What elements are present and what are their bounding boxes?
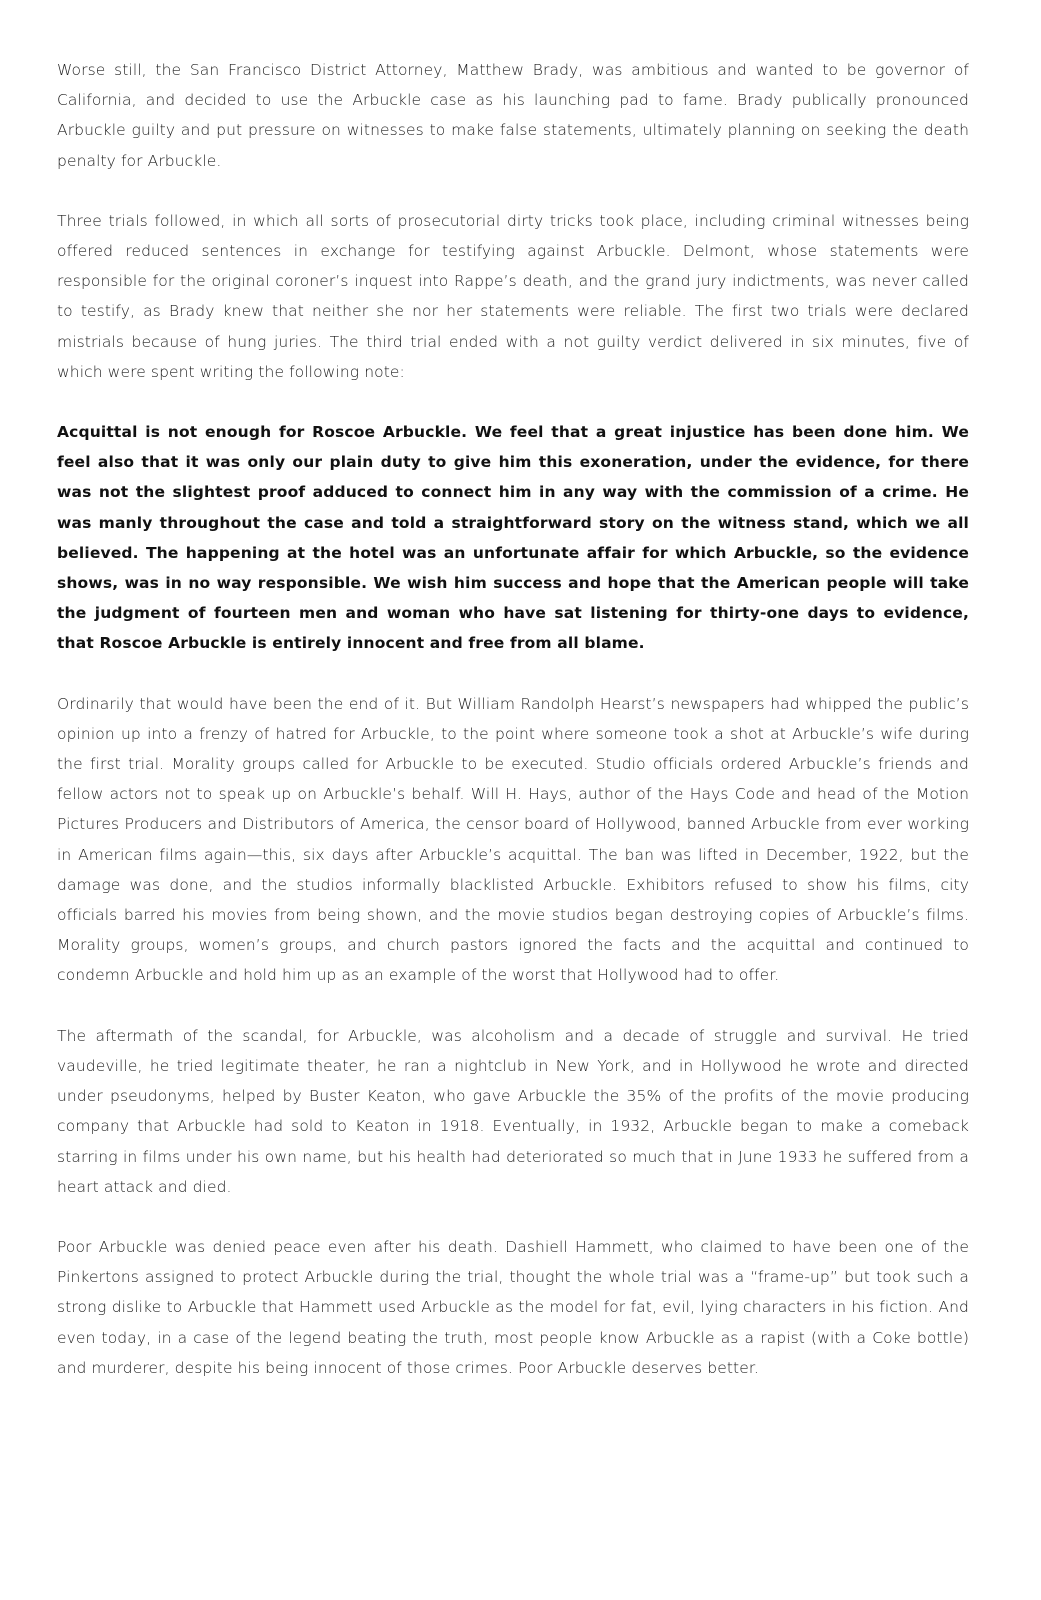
paragraph-decade-of-struggle: The aftermath of the scandal, for Arbuckle, was alcoholism and a decade of struggle and survival. He tried vaudeville, he tried legitimate theater, he ran a nightclub in New York, and in Hollywood he wrote and directed under pseudonyms, helped by Buster Keaton, who gave Arbuckle the 35% of the profits of the movie producing company that Arbuckle had sold to Keaton in 1918. Eventually, in 1932, Arbuckle began to make a comeback starring in films under his own name, but his health had deteriorated so much that in June 1933 he suffered from a heart attack and died. bbox=[57, 1026, 969, 1196]
paragraph-denied-peace: Poor Arbuckle was denied peace even after his death. Dashiell Hammett, who claimed to have been one of the Pinkertons assigned to protect Arbuckle during the trial, thought the whole trial was a “frame-up” but took such a strong dislike to Arbuckle that Hammett used Arbuckle as the model for fat, evil, lying characters in his fiction. And even today, in a case of the legend beating the truth, most people know Arbuckle as a rapist (with a Coke bottle) and murderer, despite his being innocent of those crimes. Poor Arbuckle deserves better. bbox=[57, 1237, 969, 1377]
document-body bbox=[57, 55, 969, 1413]
jury-acquittal-note-quote: Acquittal is not enough for Roscoe Arbuckle. We feel that a great injustice has been done him. We feel also that it was only our plain duty to give him this exoneration, under the evidence, for there was not the slightest proof adduced to connect him in any way with the commission of a crime. He was manly throughout the case and told a straightforward story on the witness stand, which we all believed. The happening at the hotel was an unfortunate affair for which Arbuckle, so the evidence shows, was in no way responsible. We wish him success and hope that the American people will take the judgment of fourteen men and woman who have sat listening for thirty-one days to evidence, that Roscoe Arbuckle is entirely innocent and free from all blame. bbox=[57, 423, 969, 653]
paragraph-hearst-aftermath: Ordinarily that would have been the end of it. But William Randolph Hearst’s newspapers had whipped the public’s opinion up into a frenzy of hatred for Arbuckle, to the point where someone took a shot at Arbuckle’s wife during the first trial. Morality groups called for Arbuckle to be executed. Studio officials ordered Arbuckle’s friends and fellow actors not to speak up on Arbuckle’s behalf. Will H. Hays, author of the Hays Code and head of the Motion Pictures Producers and Distributors of America, the censor board of Hollywood, banned Arbuckle from ever working in American films again—this, six days after Arbuckle’s acquittal. The ban was lifted in December, 1922, but the damage was done, and the studios informally blacklisted Arbuckle. Exhibitors refused to show his films, city officials barred his movies from being shown, and the movie studios began destroying copies of Arbuckle’s films. Morality groups, women’s groups, and church pastors ignored the facts and the acquittal and continued to condemn Arbuckle and hold him up as an example of the worst that Hollywood had to offer. bbox=[57, 694, 969, 985]
paragraph-three-trials: Three trials followed, in which all sorts of prosecutorial dirty tricks took place, including criminal witnesses being offered reduced sentences in exchange for testifying against Arbuckle. Delmont, whose statements were responsible for the original coroner’s inquest into Rappe’s death, and the grand jury indictments, was never called to testify, as Brady knew that neither she nor her statements were reliable. The first two trials were declared mistrials because of hung juries. The third trial ended with a not guilty verdict delivered in six minutes, five of which were spent writing the following note: bbox=[57, 211, 969, 381]
paragraph-brady-ambition: Worse still, the San Francisco District Attorney, Matthew Brady, was ambitious and wanted to be governor of California, and decided to use the Arbuckle case as his launching pad to fame. Brady publically pronounced Arbuckle guilty and put pressure on witnesses to make false statements, ultimately planning on seeking the death penalty for Arbuckle. bbox=[57, 61, 969, 170]
